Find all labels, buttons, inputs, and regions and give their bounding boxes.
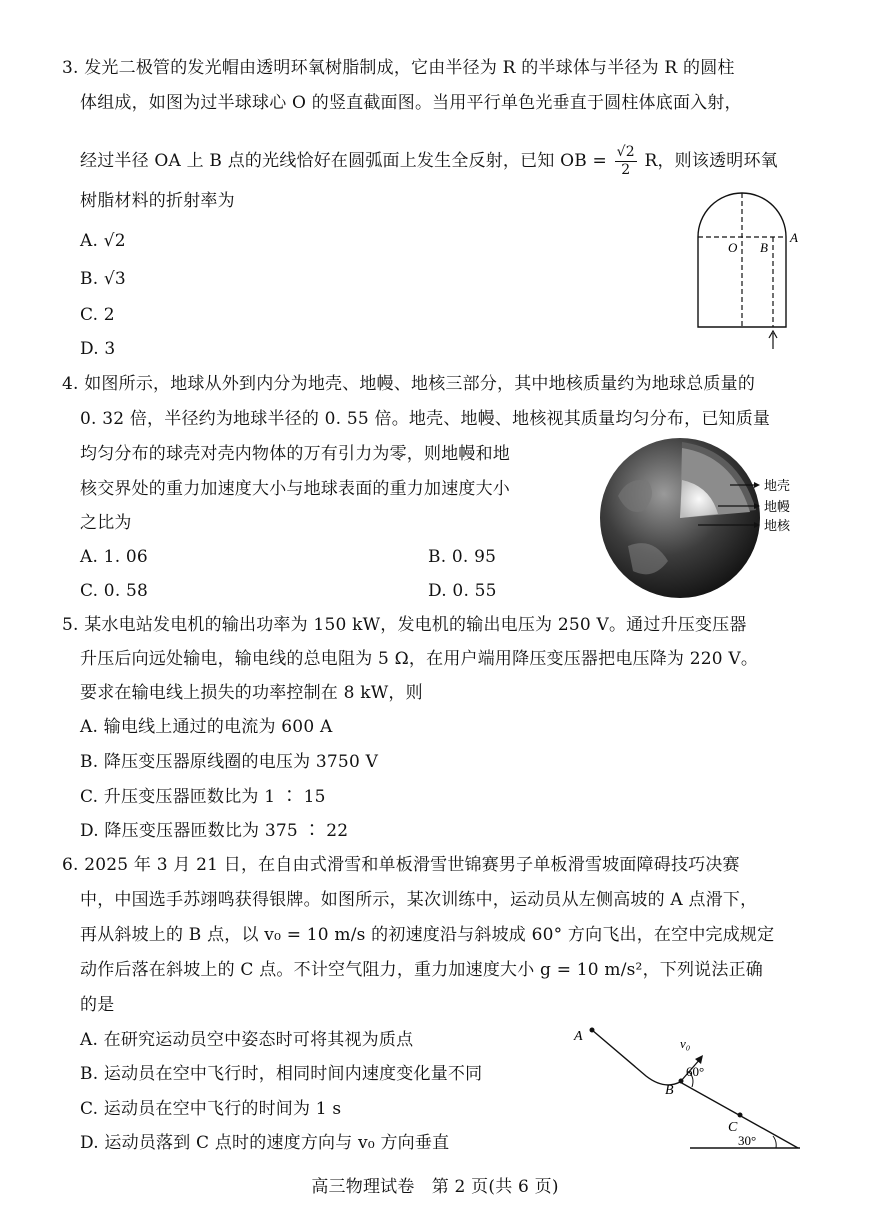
q3-option-c: C. 2 <box>80 305 115 325</box>
q3-option-a: A. √2 <box>80 231 126 251</box>
q4-line-3: 均匀分布的球壳对壳内物体的万有引力为零，则地幔和地 <box>80 444 510 464</box>
fraction-denominator: 2 <box>621 162 631 178</box>
q5-option-d: D. 降压变压器匝数比为 375 ∶ 22 <box>80 821 349 841</box>
q5-option-a: A. 输电线上通过的电流为 600 A <box>80 717 333 737</box>
slope-path <box>592 1030 798 1148</box>
label-angle-30: 30° <box>738 1133 757 1148</box>
page-footer: 高三物理试卷 第 2 页(共 6 页) <box>311 1177 559 1197</box>
q3-line-3 <box>80 144 778 179</box>
earth-layers-figure <box>598 436 810 600</box>
fraction-numerator: √2 <box>616 144 635 160</box>
label-angle-60: 60° <box>686 1064 705 1079</box>
q3-line-4: 树脂材料的折射率为 <box>80 191 235 211</box>
label-b: B <box>760 240 768 255</box>
q3-line-3-end: R，则该透明环氧 <box>644 151 778 171</box>
label-crust: 地壳 <box>764 479 791 494</box>
label-mantle: 地幔 <box>764 500 791 515</box>
q4-option-c: C. 0. 58 <box>80 581 149 601</box>
q5-line-1: 5. 某水电站发电机的输出功率为 150 kW，发电机的输出电压为 250 V。通过升压变压器 <box>62 615 747 635</box>
ob-fraction <box>615 144 637 179</box>
q6-line-3: 再从斜坡上的 B 点，以 v₀ = 10 m/s 的初速度沿与斜坡成 60° 方向飞出，在空中完成规定 <box>80 925 775 945</box>
q5-option-b: B. 降压变压器原线圈的电压为 3750 V <box>80 752 379 772</box>
point-c <box>738 1113 743 1118</box>
q4-line-5: 之比为 <box>80 513 132 533</box>
q3-line-2: 体组成，如图为过半球球心 O 的竖直截面图。当用平行单色光垂直于圆柱体底面入射， <box>80 93 742 113</box>
angle-30-arc <box>773 1136 776 1148</box>
q4-option-d: D. 0. 55 <box>428 581 497 601</box>
q4-line-1: 4. 如图所示，地球从外到内分为地壳、地幔、地核三部分，其中地核质量约为地球总质量的 <box>62 374 756 394</box>
q6-option-c: C. 运动员在空中飞行的时间为 1 s <box>80 1099 342 1119</box>
q6-option-b: B. 运动员在空中飞行时，相同时间内速度变化量不同 <box>80 1064 483 1084</box>
q5-line-2: 升压后向远处输电，输电线的总电阻为 5 Ω，在用户端用降压变压器把电压降为 220 V。 <box>80 649 759 669</box>
q3-option-d: D. 3 <box>80 339 116 359</box>
q6-line-5: 的是 <box>80 995 115 1015</box>
label-v0: v₀ <box>680 1036 691 1051</box>
label-core: 地核 <box>764 519 791 534</box>
q4-option-a: A. 1. 06 <box>80 547 148 567</box>
q6-option-a: A. 在研究运动员空中姿态时可将其视为质点 <box>80 1030 414 1050</box>
led-cross-section-figure <box>690 185 810 355</box>
label-b: B <box>665 1083 674 1098</box>
q4-line-2: 0. 32 倍，半径约为地球半径的 0. 55 倍。地壳、地幔、地核视其质量均匀分布，已知质量 <box>80 409 771 429</box>
ski-slope-figure <box>568 1018 808 1154</box>
q6-line-4: 动作后落在斜坡上的 C 点。不计空气阻力，重力加速度大小 g = 10 m/s²，下列说法正确 <box>80 960 763 980</box>
arrow-icon <box>754 482 760 488</box>
q5-option-c: C. 升压变压器匝数比为 1 ∶ 15 <box>80 787 326 807</box>
q3-line-3-start: 经过半径 OA 上 B 点的光线恰好在圆弧面上发生全反射，已知 OB = <box>80 151 608 171</box>
q3-line-1: 3. 发光二极管的发光帽由透明环氧树脂制成，它由半径为 R 的半球体与半径为 R 的圆柱 <box>62 58 735 78</box>
label-a: A <box>574 1029 583 1044</box>
q3-option-b: B. √3 <box>80 269 126 289</box>
label-c: C <box>728 1120 738 1135</box>
q6-line-1: 6. 2025 年 3 月 21 日，在自由式滑雪和单板滑雪世锦赛男子单板滑雪坡面障碍技巧决赛 <box>62 855 740 875</box>
label-a: A <box>790 230 798 245</box>
q6-option-d: D. 运动员落到 C 点时的速度方向与 v₀ 方向垂直 <box>80 1133 450 1153</box>
label-o: O <box>728 240 738 255</box>
q5-line-3: 要求在输电线上损失的功率控制在 8 kW，则 <box>80 683 423 703</box>
q4-line-4: 核交界处的重力加速度大小与地球表面的重力加速度大小 <box>80 479 510 499</box>
q6-line-2: 中，中国选手苏翊鸣获得银牌。如图所示，某次训练中，运动员从左侧高坡的 A 点滑下， <box>80 890 758 910</box>
q4-option-b: B. 0. 95 <box>428 547 497 567</box>
